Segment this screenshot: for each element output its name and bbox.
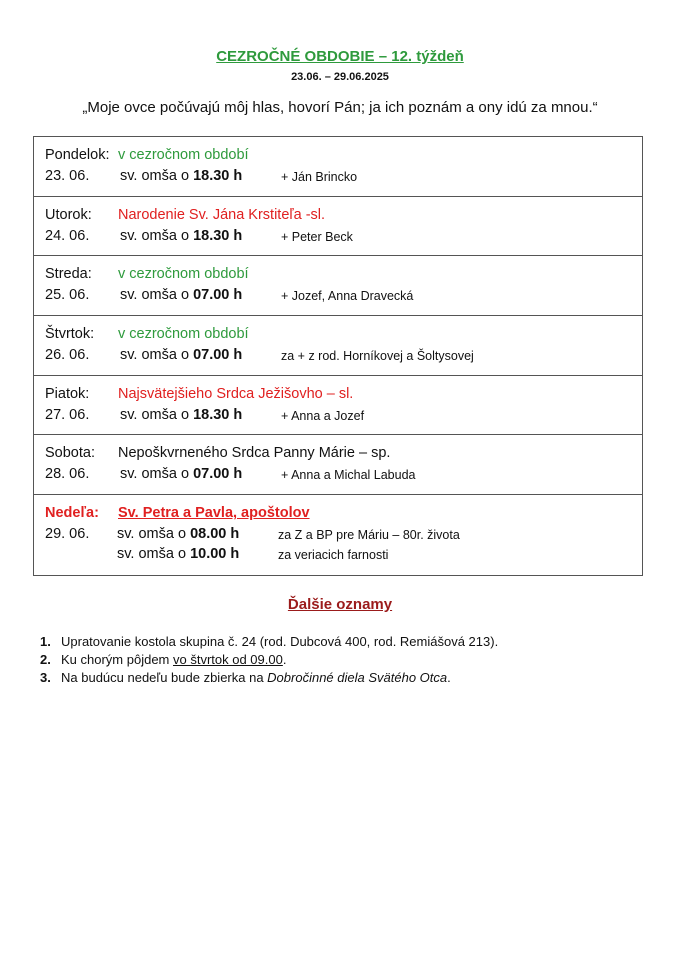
mass-intention: + Jozef, Anna Dravecká (281, 289, 414, 304)
day-date: 23. 06. (45, 168, 90, 184)
week-dates: 23.06. – 29.06.2025 (291, 71, 389, 83)
list-item (40, 652, 640, 670)
day-row-sunday (34, 495, 642, 575)
mass-intention: + Anna a Jozef (281, 408, 365, 423)
day-name: Pondelok: (45, 147, 110, 163)
mass-time: sv. omša o 08.00 h (117, 526, 240, 543)
day-name: Streda: (45, 266, 92, 283)
mass-intention: + Peter Beck (281, 229, 353, 244)
day-date: 25. 06. (45, 287, 90, 304)
item-text: Na budúcu nedeľu bude zbierka na Dobročinné diela Svätého Otca. (61, 670, 451, 685)
day-row-thursday (34, 316, 642, 376)
day-celebration: v cezročnom období (118, 326, 249, 343)
mass-intention: za + z rod. Horníkovej a Šoltysovej (281, 349, 474, 364)
day-row-monday (34, 137, 642, 197)
mass-intention-second: za veriacich farnosti (278, 548, 389, 563)
mass-intention: za Z a BP pre Máriu – 80r. života (278, 528, 460, 543)
day-name: Nedeľa: (45, 505, 99, 522)
mass-time: sv. omša o 07.00 h (120, 347, 243, 364)
mass-time: sv. omša o 18.30 h (120, 406, 243, 423)
mass-intention: + Anna a Michal Labuda (281, 468, 416, 483)
list-item (40, 634, 640, 652)
mass-time-second: sv. omša o 10.00 h (117, 546, 240, 563)
day-name: Štvrtok: (45, 326, 95, 343)
item-number: 2. (40, 652, 51, 667)
day-celebration: Sv. Petra a Pavla, apoštolov (118, 505, 310, 522)
day-date: 29. 06. (45, 526, 90, 543)
notices-title: Ďalšie oznamy (287, 596, 393, 613)
day-row-tuesday (34, 197, 642, 257)
day-row-friday (34, 376, 642, 436)
mass-time: sv. omša o 18.30 h (120, 168, 243, 184)
day-row-saturday (34, 435, 642, 495)
item-text: Upratovanie kostola skupina č. 24 (rod. Dubcová 400, rod. Remiášová 213). (61, 634, 499, 649)
mass-schedule-table (33, 136, 643, 576)
mass-time: sv. omša o 07.00 h (120, 466, 243, 483)
day-name: Utorok: (45, 206, 92, 223)
day-date: 28. 06. (45, 466, 90, 483)
day-name: Piatok: (45, 385, 90, 402)
day-date: 27. 06. (45, 406, 90, 423)
item-number: 1. (40, 634, 51, 649)
scripture-quote: „Moje ovce počúvajú môj hlas, hovorí Pán; ja ich poznám a ony idú za mnou.“ (82, 99, 598, 116)
day-celebration: v cezročnom období (118, 266, 249, 283)
item-text: Ku chorým pôjdem vo štvrtok od 09.00. (61, 652, 287, 667)
list-item (40, 670, 640, 688)
day-celebration: Nepoškvrneného Srdca Panny Márie – sp. (118, 445, 391, 462)
day-name: Sobota: (45, 445, 95, 462)
page-title: CEZROČNÉ OBDOBIE – 12. týždeň (216, 48, 464, 65)
mass-intention: + Ján Brincko (281, 170, 358, 184)
day-date: 26. 06. (45, 347, 90, 364)
notices-list (40, 634, 640, 688)
day-celebration: Najsvätejšieho Srdca Ježišovho – sl. (118, 385, 354, 402)
day-date: 24. 06. (45, 227, 90, 244)
mass-time: sv. omša o 07.00 h (120, 287, 243, 304)
day-row-wednesday (34, 256, 642, 316)
day-celebration: Narodenie Sv. Jána Krstiteľa -sl. (118, 206, 326, 223)
day-celebration: v cezročnom období (118, 147, 249, 163)
item-number: 3. (40, 670, 51, 685)
mass-time: sv. omša o 18.30 h (120, 227, 243, 244)
